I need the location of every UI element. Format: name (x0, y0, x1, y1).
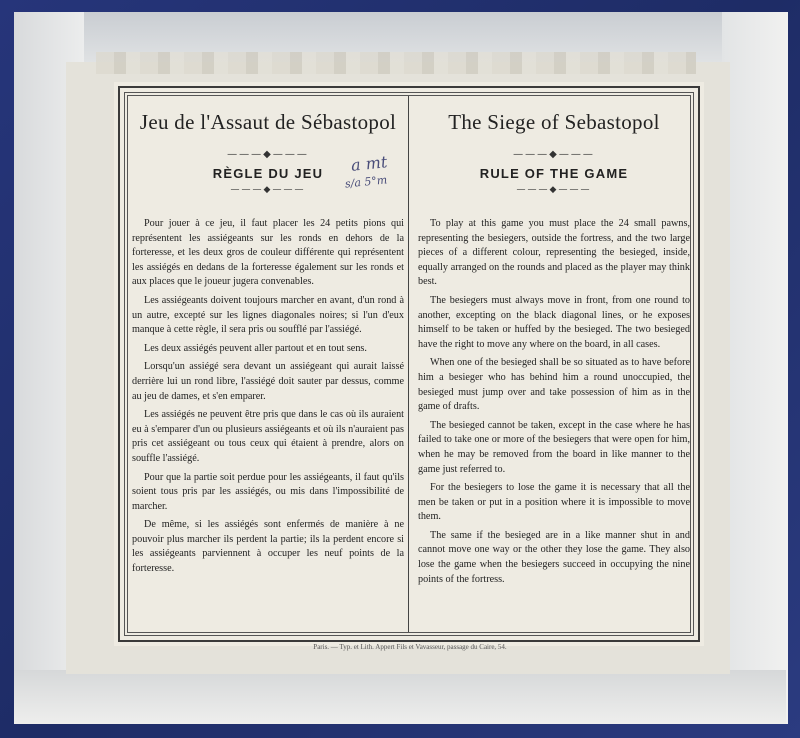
english-rules-column (418, 108, 690, 591)
torn-paper-edge (96, 52, 696, 74)
rule-paragraph: Pour jouer à ce jeu, il faut placer les 24 petits pions qui représentent les assiégeants sur les ronds en dehors de la forteresse, et les deux gros de couleur différente qui représentent les assiégés en dedans de la forteresse également sur les ronds et aux places que le joueur jugera convenables. (132, 218, 404, 288)
rule-paragraph: The same if the besieged are in a like manner shut in and cannot move one way or the other they lose the game. They also lose the game when the besiegers succeed in occupying the nine points of the fortress. (418, 529, 690, 585)
french-title: Jeu de l'Assaut de Sébastopol (139, 110, 397, 134)
rule-paragraph: Les assiégeants doivent toujours marcher en avant, d'un rond à un autre, excepté sur les lignes diagonales noires; si l'un d'eux manque à cette règle, il sera pris ou soufflé par l'assiégé. (132, 294, 404, 336)
ornament-icon: ———◆——— (227, 149, 309, 160)
handwritten-line: a mt (350, 152, 389, 175)
box-wall-right (722, 12, 788, 724)
english-subtitle: RULE OF THE GAME (479, 166, 629, 181)
rule-paragraph: De même, si les assiégés sont enfermés de manière à ne pouvoir plus marcher ils perdent la partie; ils la perdent encore si les assiégeants parviennent à occuper les neuf points de la forteresse. (132, 519, 404, 575)
rule-paragraph: The besiegers must always move in front, from one round to another, excepting on the black diagonal lines, or he exposes himself to be taken or huffed by the besieged. The two besieged have the right to move any where on the board, in all cases. (418, 294, 690, 350)
rule-paragraph: The besieged cannot be taken, except in the case where he has failed to take one or more of the besiegers that were open for him, when he may be removed from the board in like manner to the game just referred to. (418, 419, 690, 475)
rule-paragraph: To play at this game you must place the 24 small pawns, representing the besiegers, outside the fortress, and the two large pieces of a different colour, representing the besieged, inside, equally arranged on the rounds and placed as the player may think best. (418, 218, 690, 288)
ornament-icon: ———◆——— (513, 149, 595, 160)
rule-paragraph: Lorsqu'un assiégé sera devant un assiégeant qui aurait laissé derrière lui un rond libre, l'assiégé doit sauter par dessus, comme au jeu de dames, et s'en emparer. (132, 361, 404, 402)
printer-imprint: Paris. — Typ. et Lith. Appert Fils et Vavasseur, passage du Caire, 54. (313, 643, 507, 651)
rule-paragraph: Les assiégés ne peuvent être pris que dans le cas où ils auraient eu à s'emparer d'un ou plusieurs assiégeants et où ils n'auraient pas pris cet assiégeant ou tous ceux qui étaient à prendre, alors on souffle l'assiégé. (132, 409, 404, 464)
box-wall-bottom (14, 670, 786, 724)
rule-paragraph: When one of the besieged shall be so situated as to have before him a besieger who has behind him a round unoccupied, the besieged must jump over and take possession of him as in the game of drafts. (418, 357, 690, 413)
rule-paragraph: Les deux assiégés peuvent aller partout et en tout sens. (144, 342, 367, 354)
rule-paragraph: Pour que la partie soit perdue pour les assiégeants, il faut qu'ils soient tous pris par les assiégés, ou mis dans l'impossibilité de marcher. (132, 471, 404, 512)
ornament-icon: ———◆——— (230, 185, 306, 195)
french-subtitle: RÈGLE DU JEU (212, 166, 324, 181)
ornament-icon: ———◆——— (516, 185, 592, 195)
english-title: The Siege of Sebastopol (448, 110, 660, 134)
handwritten-note (344, 152, 390, 192)
handwritten-line: s/a 5°m (344, 173, 388, 191)
column-divider (408, 96, 409, 632)
rule-paragraph: For the besiegers to lose the game it is necessary that all the men be taken or put in a position where it is impossible to move them. (418, 482, 690, 523)
